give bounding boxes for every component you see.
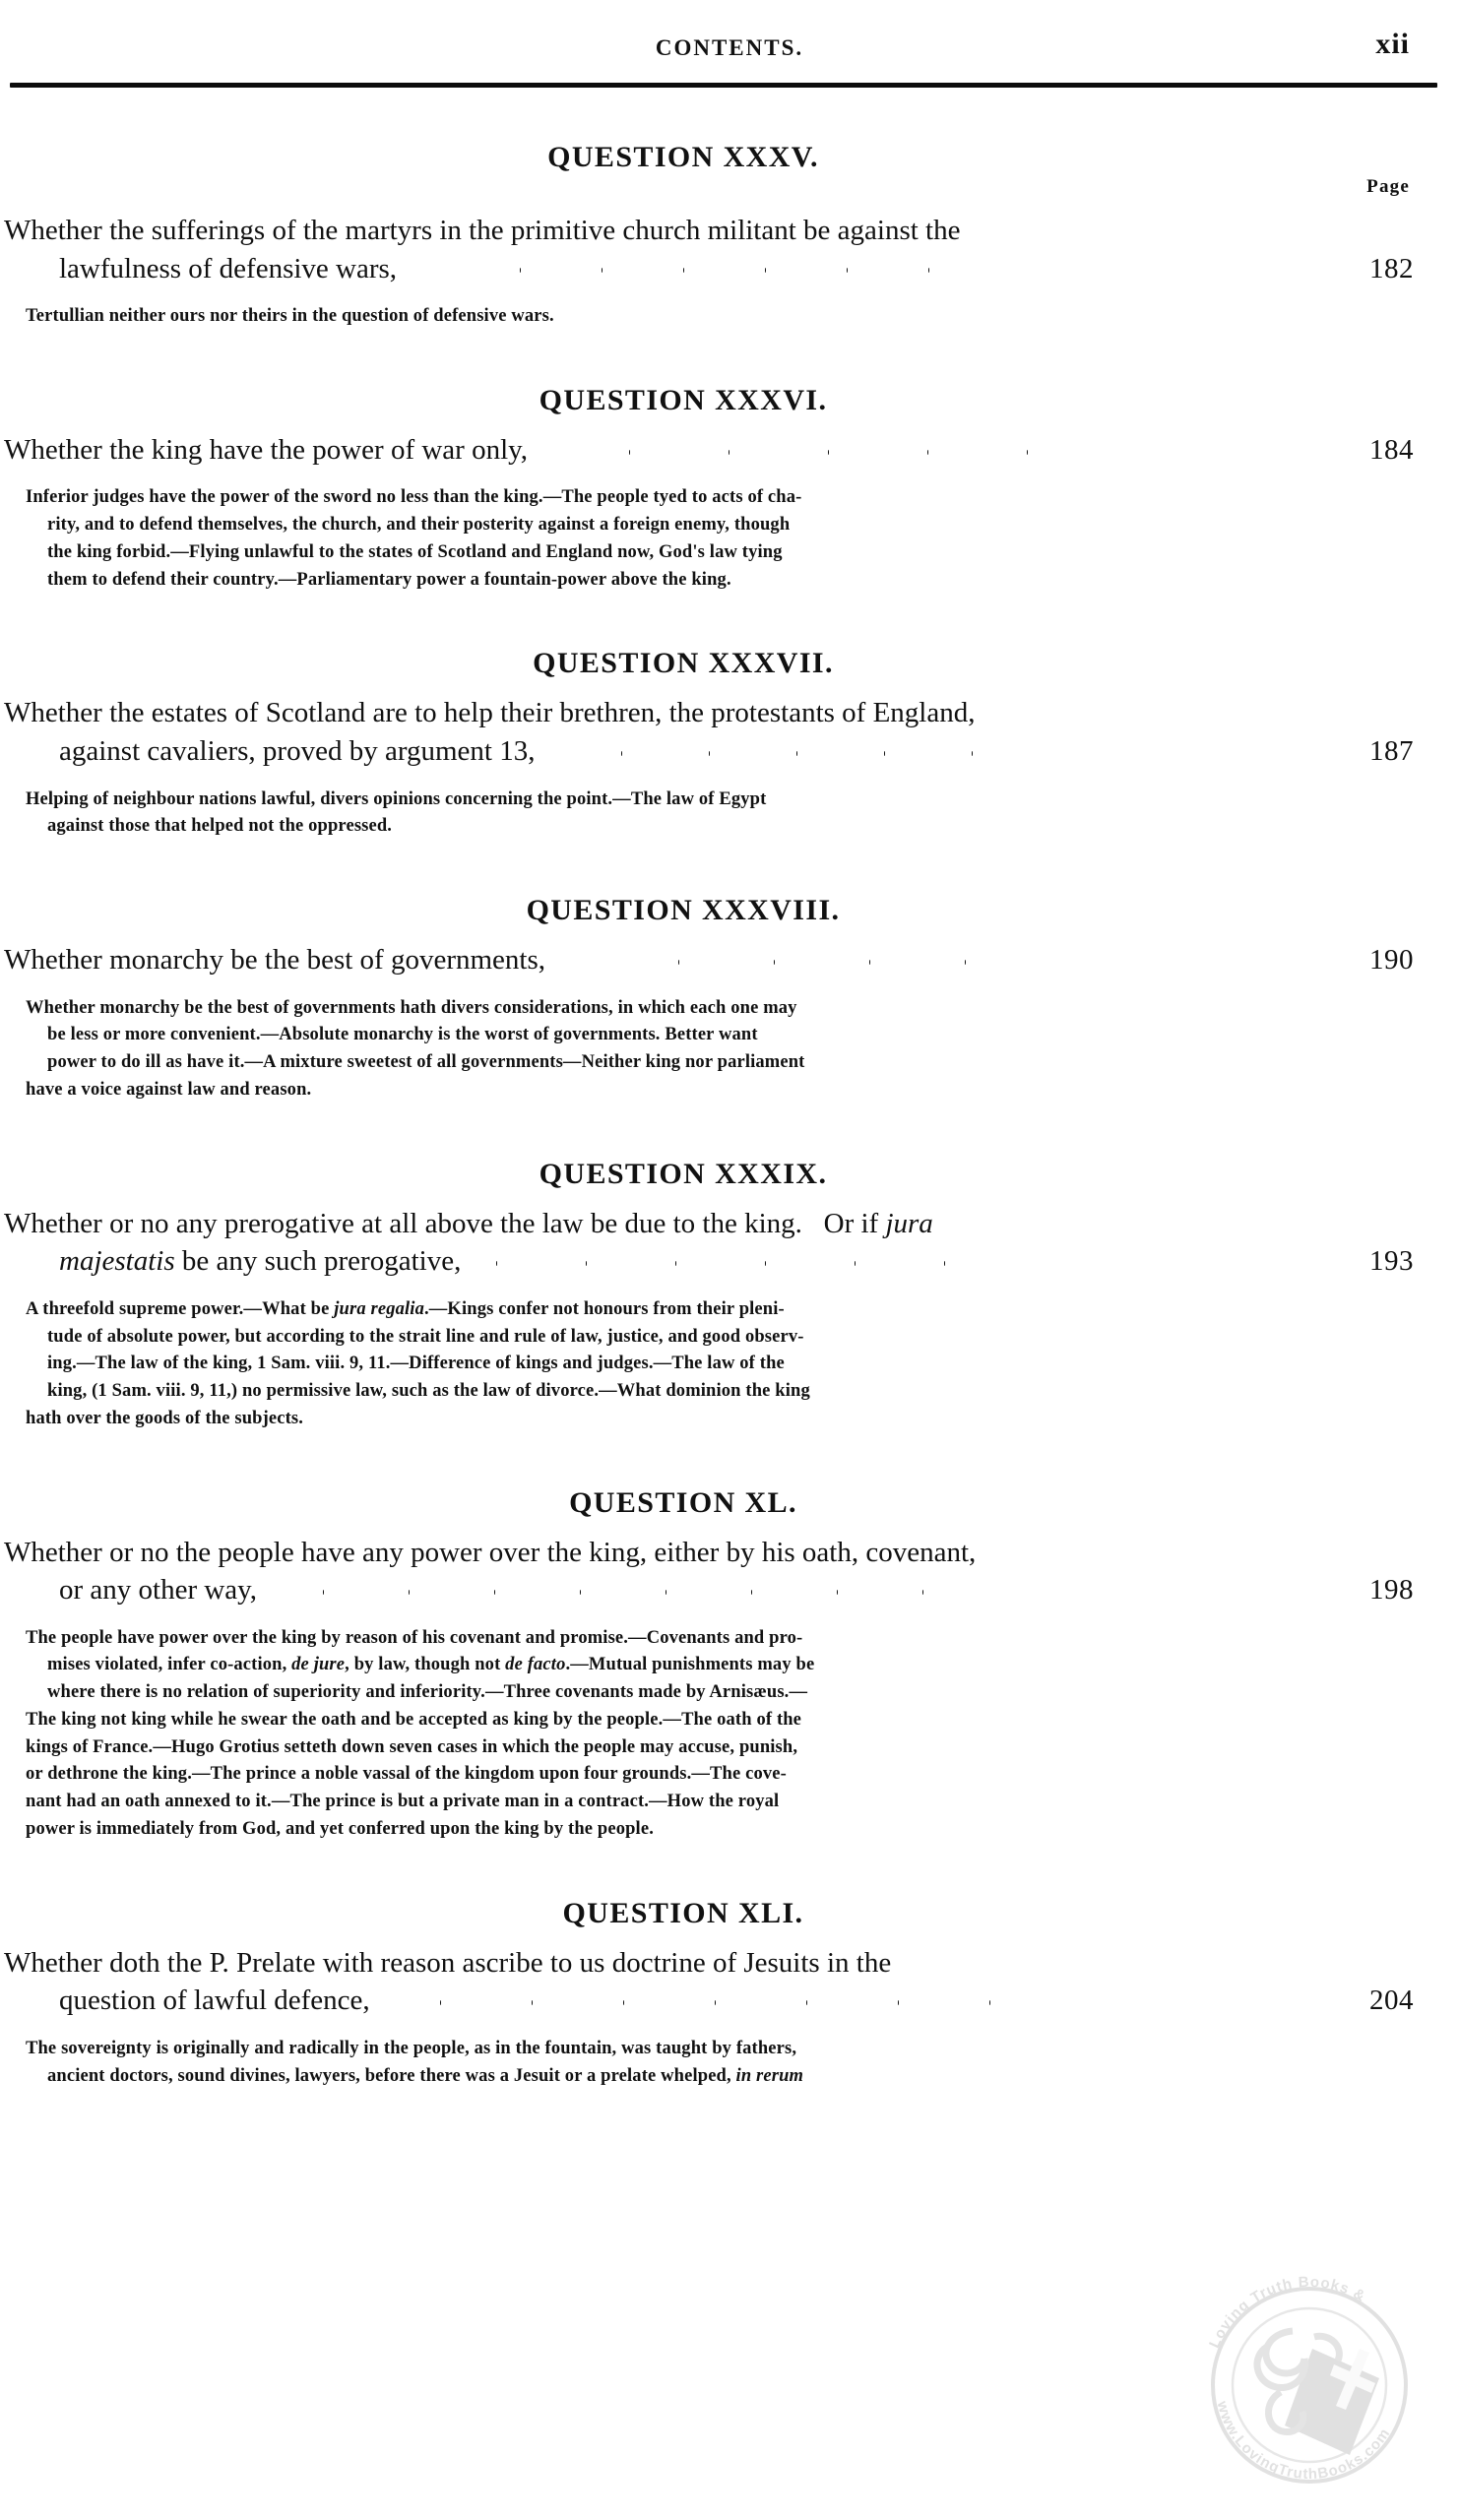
annotation-xl xyxy=(26,1625,1408,1844)
book-icon xyxy=(1285,2349,1379,2455)
annotation-line: The sovereignty is originally and radically in the people, as in the fountain, was taught by fathers, xyxy=(26,2038,797,2058)
page-column-label: Page xyxy=(1366,176,1410,197)
leader-dots xyxy=(542,732,973,771)
contents-entry-xxxviii[interactable] xyxy=(4,941,1431,979)
annotation-line: or dethrone the king.—The prince a noble vassal of the kingdom upon four grounds.—The cove- xyxy=(26,1764,787,1785)
annotation-xxxv xyxy=(26,303,1408,331)
leader-dots xyxy=(535,431,1028,470)
question-heading-xxxix: QUESTION XXXIX. xyxy=(539,1157,828,1190)
contents-column xyxy=(0,141,1431,2090)
annotation-xxxviii xyxy=(26,995,1408,1104)
contents-entry-xli[interactable] xyxy=(4,1944,1431,2020)
entry-line-1: Whether monarchy be the best of governments, 190 xyxy=(4,941,1431,979)
leader-dots xyxy=(377,1982,990,2020)
question-heading-xxxv: QUESTION XXXV. xyxy=(547,141,819,173)
question-heading-xxxviii: QUESTION XXXVIII. xyxy=(526,894,841,927)
annotation-xxxix xyxy=(26,1296,1408,1433)
leader-dots xyxy=(469,1242,945,1281)
annotation-line: Tertullian neither ours nor theirs in the question of defensive wars. xyxy=(26,306,554,327)
contents-entry-xxxvii[interactable] xyxy=(4,694,1431,770)
annotation-xxxvii xyxy=(26,787,1408,842)
entry-line-1: Whether doth the P. Prelate with reason ascribe to us doctrine of Jesuits in the xyxy=(4,1946,892,1979)
entry-page-number: 187 xyxy=(1369,735,1414,767)
entry-page-number: 193 xyxy=(1369,1245,1414,1278)
entry-page-number: 190 xyxy=(1369,944,1414,976)
annotation-line: have a voice against law and reason. xyxy=(26,1079,312,1100)
entry-text-roman: Whether or no any prerogative at all above the law be due to the king. Or if xyxy=(4,1207,886,1239)
watermark-logo xyxy=(1186,2262,1432,2508)
annotation-line: where there is no relation of superiority and inferiority.—Three covenants made by Arnisæus.— xyxy=(47,1682,808,1703)
annotation-line: rity, and to defend themselves, the church, and their posterity against a foreign enemy, though xyxy=(47,515,791,536)
annotation-line: kings of France.—Hugo Grotius setteth down seven cases in which the people may accuse, punish, xyxy=(26,1736,798,1757)
scroll-icon xyxy=(1257,2331,1339,2431)
annotation-line: Inferior judges have the power of the sword no less than the king.—The people tyed to acts of cha- xyxy=(26,487,802,508)
annotation-line: tude of absolute power, but according to the strait line and rule of law, justice, and good observ- xyxy=(47,1326,804,1347)
annotation-line: power is immediately from God, and yet conferred upon the king by the people. xyxy=(26,1818,654,1839)
watermark-inner-ring xyxy=(1233,2308,1386,2462)
entry-line-1: Whether the estates of Scotland are to help their brethren, the protestants of England, xyxy=(4,697,976,729)
annotation-line: the king forbid.—Flying unlawful to the states of Scotland and England now, God's law tying xyxy=(47,541,783,562)
annotation-line: The people have power over the king by reason of his covenant and promise.—Covenants and pro- xyxy=(26,1627,803,1648)
entry-text-italic: jura xyxy=(885,1207,933,1239)
entry-line-1: Whether the sufferings of the martyrs in the primitive church militant be against the xyxy=(4,215,961,246)
leader-dots xyxy=(264,1571,923,1609)
running-head xyxy=(37,0,1422,77)
annotation-line: king, (1 Sam. viii. 9, 11,) no permissive law, such as the law of divorce.—What dominion the king xyxy=(47,1381,810,1401)
annotation-line: A threefold supreme power.—What be jura regalia.—Kings confer not honours from their pleni- xyxy=(26,1298,785,1319)
entry-line-2: majestatis be any such prerogative, 193 xyxy=(4,1242,1431,1281)
annotation-line: ancient doctors, sound divines, lawyers, before there was a Jesuit or a prelate whelped, in rerum xyxy=(47,2065,804,2086)
annotation-line: nant had an oath annexed to it.—The prince is but a private man in a contract.—How the royal xyxy=(26,1792,780,1812)
annotation-line: be less or more convenient.—Absolute monarchy is the worst of governments. Better want xyxy=(47,1025,758,1045)
watermark-graphic xyxy=(1186,2262,1432,2508)
entry-line-1: Whether the king have the power of war only, 184 xyxy=(4,431,1431,470)
contents-entry-xxxix[interactable] xyxy=(4,1205,1431,1281)
entry-line-1 xyxy=(4,1205,1431,1243)
annotation-xli xyxy=(26,2036,1408,2091)
question-heading-xli: QUESTION XLI. xyxy=(562,1896,804,1929)
entry-line-2: against cavaliers, proved by argument 13, 187 xyxy=(4,732,1431,771)
annotation-line: ing.—The law of the king, 1 Sam. viii. 9, 11.—Difference of kings and judges.—The law of the xyxy=(47,1354,785,1374)
contents-entry-xxxvi[interactable] xyxy=(4,431,1431,470)
annotation-xxxvi xyxy=(26,484,1408,594)
question-heading-xxxvii: QUESTION XXXVII. xyxy=(533,647,834,680)
watermark-outer-ring xyxy=(1213,2289,1406,2482)
watermark-url-text: www.LovingTruthBooks.com xyxy=(1213,2399,1394,2484)
entry-line-1: Whether or no the people have any power over the king, either by his oath, covenant, xyxy=(4,1536,977,1568)
page-folio: xii xyxy=(1375,28,1410,60)
annotation-line: hath over the goods of the subjects. xyxy=(26,1408,304,1428)
entry-page-number: 184 xyxy=(1369,433,1414,466)
contents-entry-xxxv[interactable] xyxy=(4,212,1431,287)
annotation-line: The king not king while he swear the oath and be accepted as king by the people.—The oath of the xyxy=(26,1709,802,1730)
question-heading-xxxvi: QUESTION XXXVI. xyxy=(539,383,828,416)
annotation-line: them to defend their country.—Parliamentary power a fountain-power above the king. xyxy=(47,569,731,590)
entry-line-2: or any other way, 198 xyxy=(4,1571,1431,1609)
annotation-italic: in rerum xyxy=(735,2065,804,2086)
entry-text-italic: majestatis xyxy=(59,1245,175,1278)
entry-page-number: 204 xyxy=(1369,1984,1414,2017)
entry-line-2: question of lawful defence, 204 xyxy=(4,1982,1431,2020)
leader-dots xyxy=(552,941,966,979)
annotation-line: power to do ill as have it.—A mixture sweetest of all governments—Neither king nor parliament xyxy=(47,1052,805,1073)
annotation-italic: de facto xyxy=(505,1655,566,1675)
annotation-italic: jura regalia xyxy=(334,1298,424,1319)
question-heading-xl: QUESTION XL. xyxy=(569,1485,797,1519)
annotation-italic: de jure xyxy=(291,1655,346,1675)
contents-entry-xl[interactable] xyxy=(4,1534,1431,1609)
entry-line-2: lawfulness of defensive wars, 182 xyxy=(4,250,1431,288)
annotation-line: Whether monarchy be the best of governments hath divers considerations, in which each one may xyxy=(26,997,797,1018)
annotation-line: against those that helped not the oppressed. xyxy=(47,816,393,837)
header-rule xyxy=(10,83,1437,88)
annotation-line: mises violated, infer co-action, de jure, by law, though not de facto.—Mutual punishments may be xyxy=(47,1655,815,1675)
entry-page-number: 198 xyxy=(1369,1574,1414,1606)
running-title: CONTENTS. xyxy=(655,35,804,60)
watermark-top-text: Loving Truth Books & xyxy=(1206,2273,1369,2351)
annotation-line: Helping of neighbour nations lawful, divers opinions concerning the point.—The law of Egypt xyxy=(26,788,767,809)
leader-dots xyxy=(404,250,929,288)
entry-page-number: 182 xyxy=(1369,252,1414,284)
